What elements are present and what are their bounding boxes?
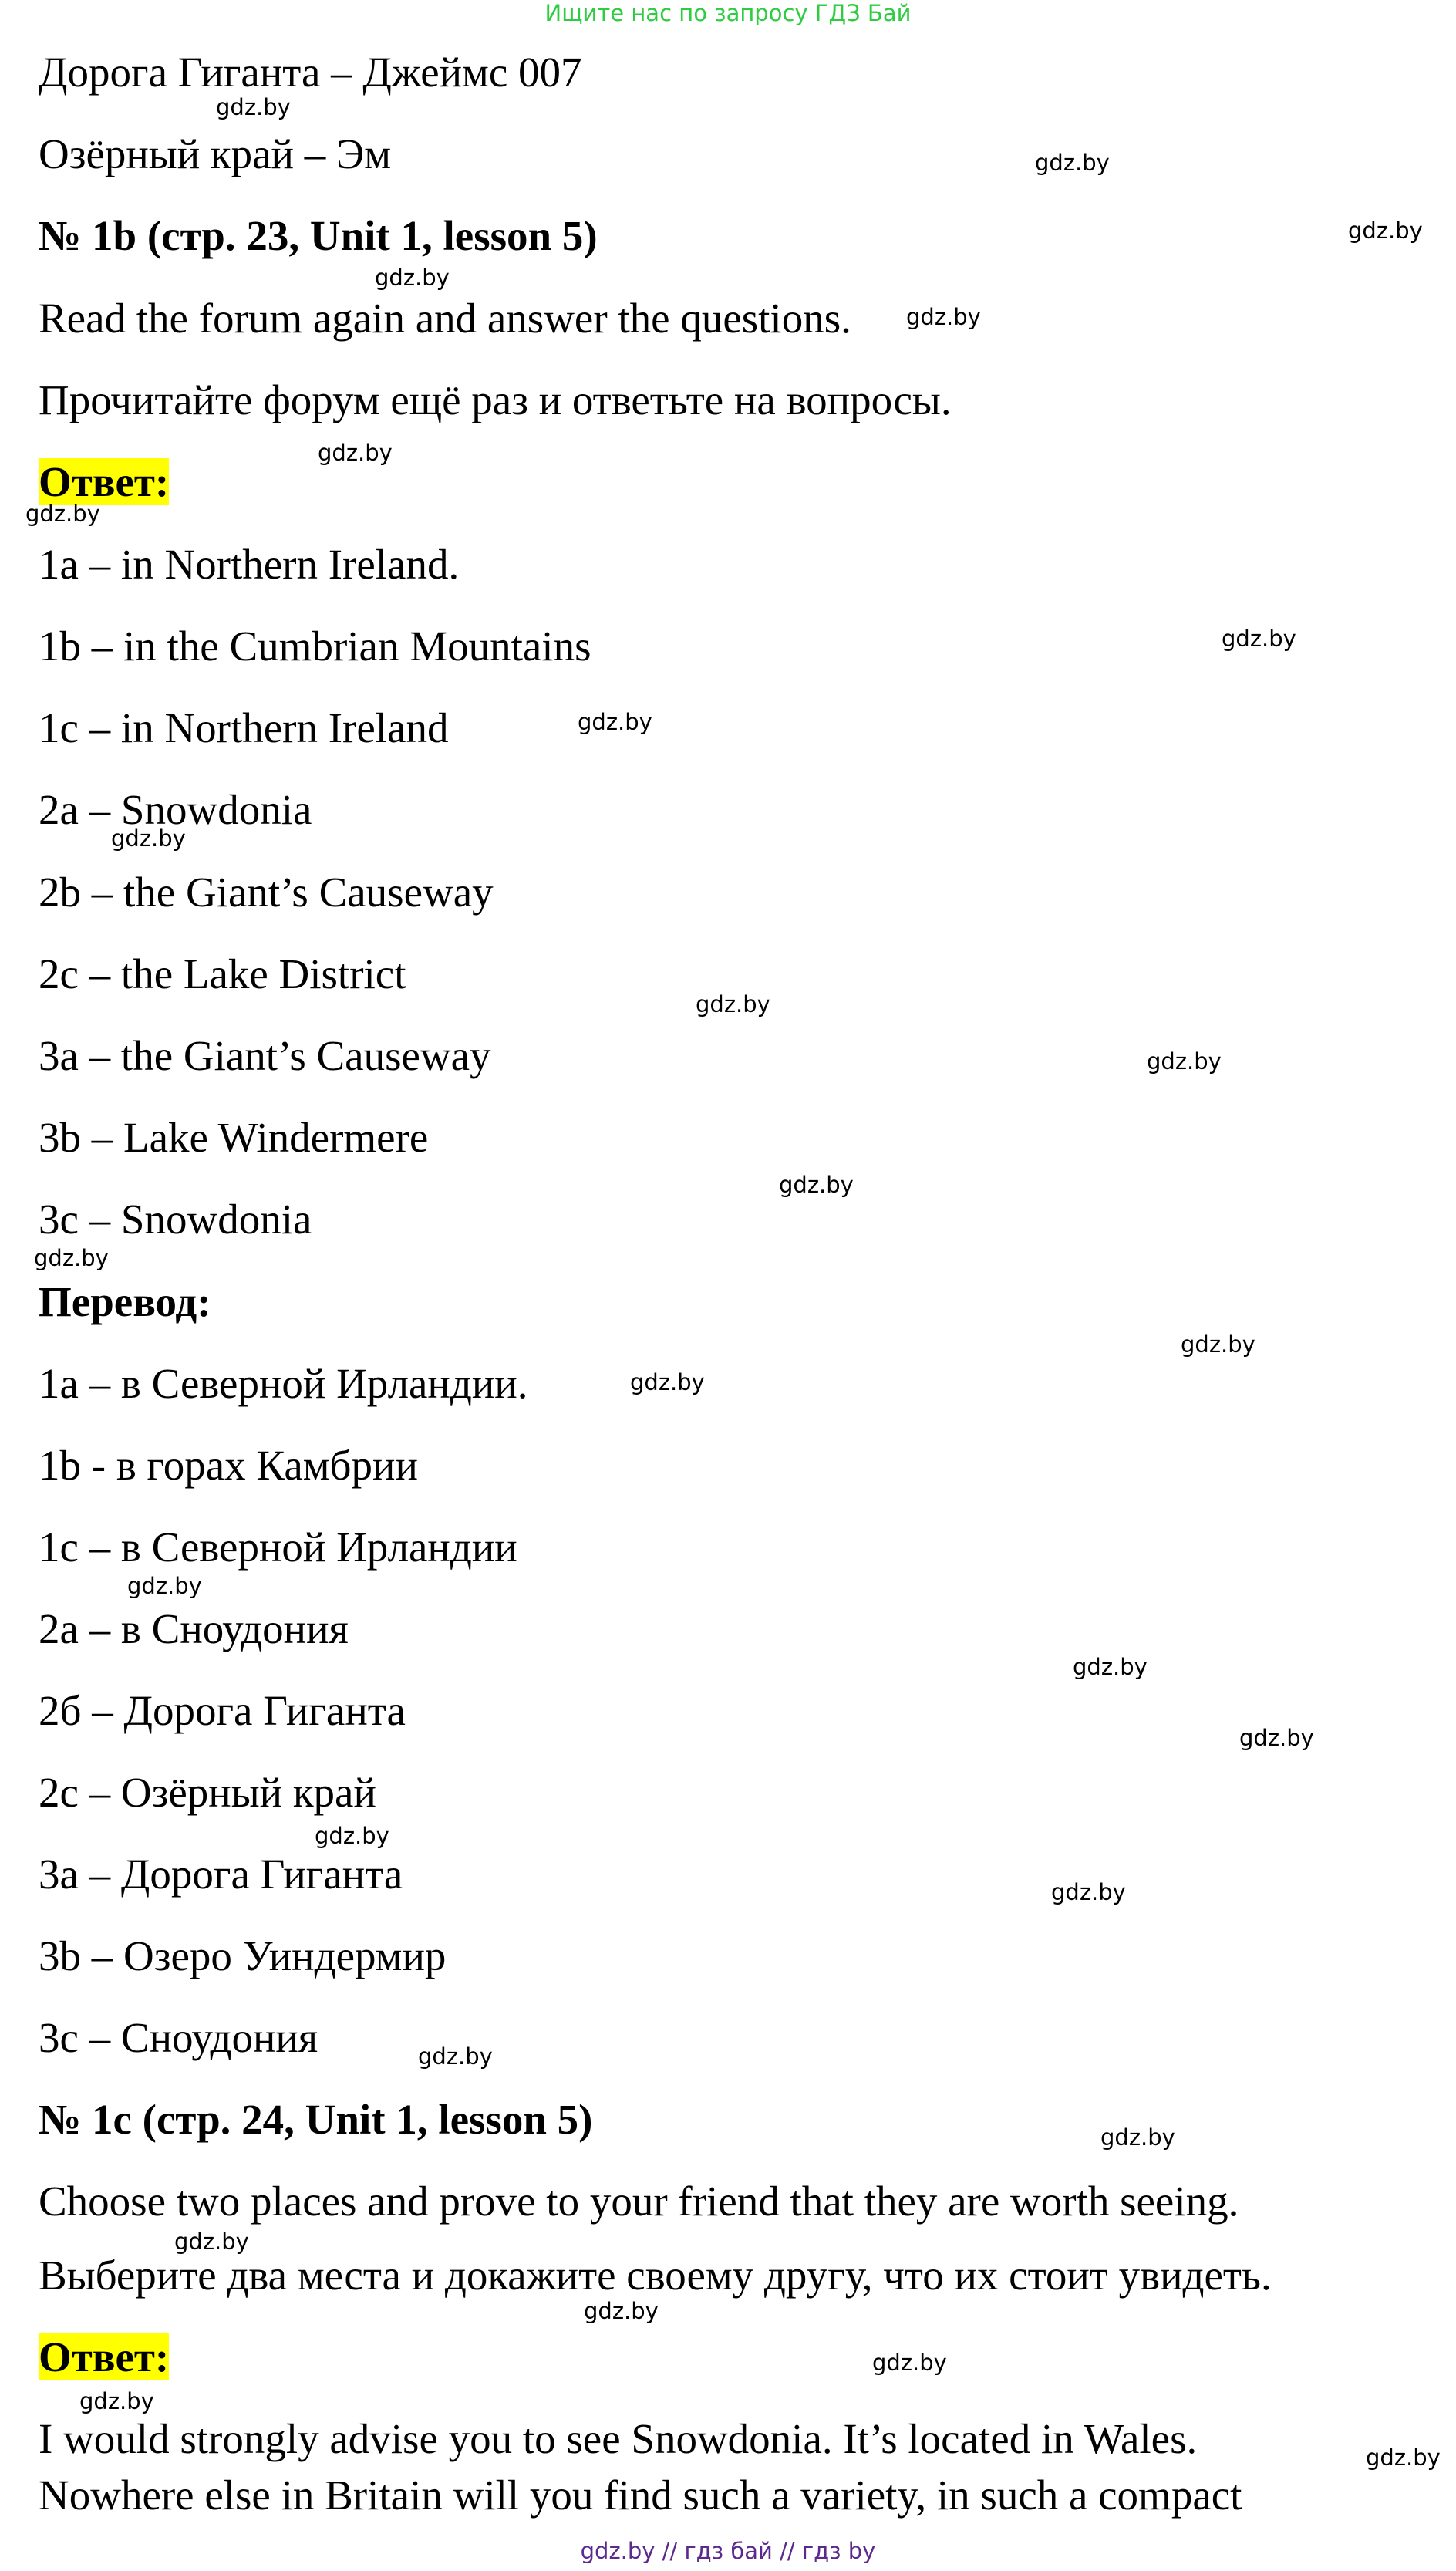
answer-text: I would strongly advise you to see Snowdonia. It’s located in Wales. <box>39 2415 1198 2462</box>
translation-item: 1b - в горах Камбрии <box>39 1442 418 1489</box>
task-text: Choose two places and prove to your friend that they are worth seeing. <box>39 2178 1239 2225</box>
translation-label: Перевод: <box>39 1278 211 1325</box>
watermark: gdz.by <box>1348 218 1423 244</box>
answer-item: 3c – Snowdonia <box>39 1196 312 1243</box>
answer-item: 1a – in Northern Ireland. <box>39 541 460 588</box>
watermark: gdz.by <box>584 2298 659 2324</box>
translation-item: 1c – в Северной Ирландии <box>39 1523 517 1571</box>
watermark: gdz.by <box>318 440 393 466</box>
footer: gdz.by // гдз бай // гдз by <box>580 2538 876 2564</box>
answer-text: Nowhere else in Britain will you find such a variety, in such a compact <box>39 2471 1242 2519</box>
watermark: gdz.by <box>79 2388 154 2414</box>
answer-item: 2b – the Giant’s Causeway <box>39 869 494 916</box>
answer-item: 3a – the Giant’s Causeway <box>39 1032 491 1079</box>
watermark: gdz.by <box>174 2229 249 2255</box>
watermark: gdz.by <box>315 1823 389 1849</box>
answer-item: 2a – Snowdonia <box>39 786 312 833</box>
task-text: Read the forum again and answer the questions. <box>39 295 851 342</box>
task-translation: Прочитайте форум ещё раз и ответьте на вопросы. <box>39 376 952 423</box>
answer-highlight: Ответ: <box>39 458 170 505</box>
answer-label <box>39 457 169 507</box>
watermark: gdz.by <box>1073 1654 1148 1680</box>
watermark: gdz.by <box>1239 1725 1314 1751</box>
watermark: gdz.by <box>630 1369 705 1395</box>
watermark: gdz.by <box>375 265 450 291</box>
watermark: gdz.by <box>578 709 652 735</box>
watermark: gdz.by <box>1051 1879 1126 1905</box>
watermark: gdz.by <box>111 825 186 852</box>
translation-item: 3b – Озеро Уиндермир <box>39 1932 447 1979</box>
answer-item: 2c – the Lake District <box>39 950 406 997</box>
watermark: gdz.by <box>418 2043 493 2070</box>
watermark: gdz.by <box>34 1245 109 1271</box>
watermark: gdz.by <box>1035 150 1110 176</box>
watermark: gdz.by <box>1181 1331 1255 1358</box>
text-line: Озёрный край – Эм <box>39 130 392 177</box>
answer-item: 1c – in Northern Ireland <box>39 704 449 751</box>
watermark: gdz.by <box>906 304 981 330</box>
watermark: gdz.by <box>25 501 100 527</box>
top-banner: Ищите нас по запросу ГДЗ Бай <box>544 0 912 26</box>
translation-item: 2б – Дорога Гиганта <box>39 1687 406 1734</box>
watermark: gdz.by <box>127 1573 202 1599</box>
watermark: gdz.by <box>1147 1048 1222 1075</box>
watermark: gdz.by <box>779 1172 854 1198</box>
text-line: Дорога Гиганта – Джеймс 007 <box>39 49 582 96</box>
translation-item: 1a – в Северной Ирландии. <box>39 1360 528 1407</box>
translation-item: 2c – Озёрный край <box>39 1769 376 1816</box>
watermark: gdz.by <box>216 94 291 120</box>
watermark: gdz.by <box>872 2350 947 2376</box>
answer-item: 1b – in the Cumbrian Mountains <box>39 623 592 670</box>
exercise-heading: № 1b (стр. 23, Unit 1, lesson 5) <box>39 212 598 259</box>
answer-item: 3b – Lake Windermere <box>39 1114 429 1161</box>
translation-item: 2a – в Сноудония <box>39 1605 349 1652</box>
answer-highlight: Ответ: <box>39 2333 170 2380</box>
answer-label <box>39 2333 169 2382</box>
exercise-heading: № 1c (стр. 24, Unit 1, lesson 5) <box>39 2096 593 2143</box>
watermark: gdz.by <box>1366 2444 1441 2471</box>
watermark: gdz.by <box>1100 2124 1175 2151</box>
watermark: gdz.by <box>1222 626 1296 652</box>
watermark: gdz.by <box>696 991 770 1017</box>
translation-item: 3c – Сноудония <box>39 2014 318 2061</box>
translation-item: 3a – Дорога Гиганта <box>39 1851 403 1898</box>
task-translation: Выберите два места и докажите своему другу, что их стоит увидеть. <box>39 2252 1272 2299</box>
